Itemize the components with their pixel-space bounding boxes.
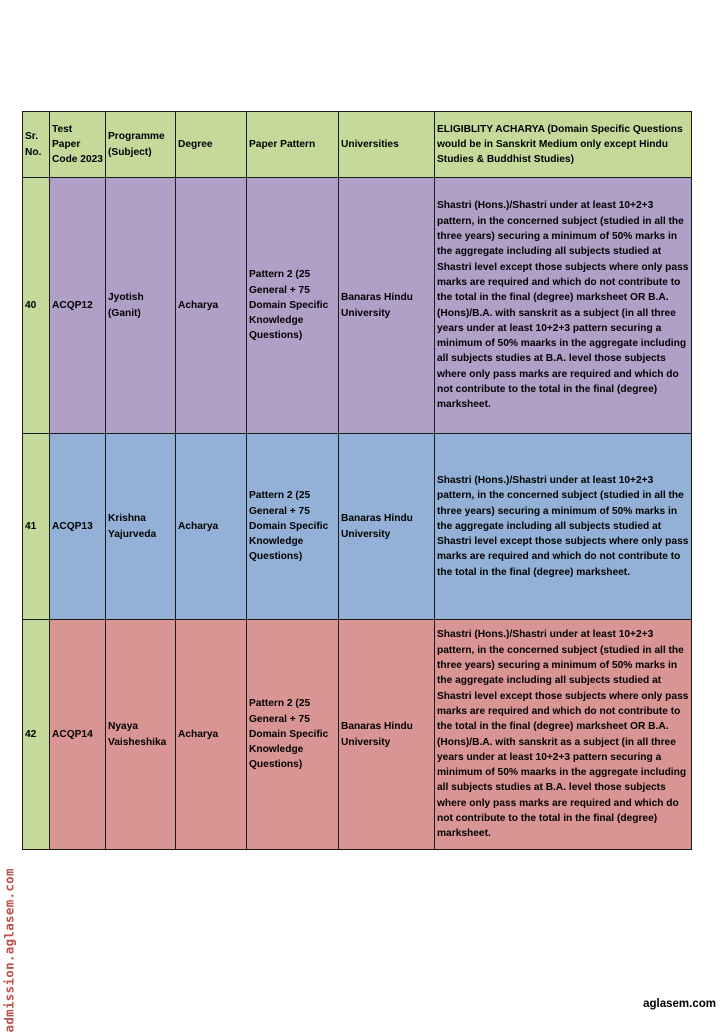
header-degree: Degree <box>176 112 247 178</box>
table-row <box>23 620 692 850</box>
row-degree: Acharya <box>176 434 247 620</box>
header-paper-pattern: Paper Pattern <box>247 112 339 178</box>
row-university: Banaras Hindu University <box>339 620 435 850</box>
header-test-paper-code: Test Paper Code 2023 <box>50 112 106 178</box>
row-programme: Jyotish (Ganit) <box>106 178 176 434</box>
row-university: Banaras Hindu University <box>339 178 435 434</box>
row-degree: Acharya <box>176 620 247 850</box>
row-sr-no: 40 <box>23 178 50 434</box>
row-sr-no: 41 <box>23 434 50 620</box>
row-paper-pattern: Pattern 2 (25 General + 75 Domain Specific Knowledge Questions) <box>247 178 339 434</box>
header-universities: Universities <box>339 112 435 178</box>
table-header-row <box>23 112 692 178</box>
row-paper-pattern: Pattern 2 (25 General + 75 Domain Specific Knowledge Questions) <box>247 434 339 620</box>
row-programme: Krishna Yajurveda <box>106 434 176 620</box>
row-eligibility: Shastri (Hons.)/Shastri under at least 10+2+3 pattern, in the concerned subject (studied in all the three years) securing a minimum of 50% marks in the aggregate including all subjects studied at Shastri level except those subjects where only pass marks are required and which do not contribute to the total in the final (degree) marksheet. <box>435 434 692 620</box>
table-row <box>23 178 692 434</box>
side-watermark: admission.aglasem.com <box>1 868 17 1033</box>
row-eligibility: Shastri (Hons.)/Shastri under at least 10+2+3 pattern, in the concerned subject (studied in all the three years) securing a minimum of 50% marks in the aggregate including all subjects studied at Shastri level except those subjects where only pass marks are required and which do not contribute to the total in the final (degree) marksheet OR B.A. (Hons)/B.A. with sanskrit as a subject (in all three years under at least 10+2+3 pattern securing a minimum of 50% maarks in the aggregate including all subjects studies at B.A. level those subjects where only pass marks are required and which do not contribute to the total in the final (degree) marksheet. <box>435 178 692 434</box>
table-row <box>23 434 692 620</box>
row-degree: Acharya <box>176 178 247 434</box>
header-sr-no: Sr. No. <box>23 112 50 178</box>
row-sr-no: 42 <box>23 620 50 850</box>
row-eligibility: Shastri (Hons.)/Shastri under at least 10+2+3 pattern, in the concerned subject (studied in all the three years) securing a minimum of 50% marks in the aggregate including all subjects studied at Shastri level except those subjects where only pass marks are required and which do not contribute to the total in the final (degree) marksheet OR B.A. (Hons)/B.A. with sanskrit as a subject (in all three years under at least 10+2+3 pattern securing a minimum of 50% maarks in the aggregate including all subjects studies at B.A. level those subjects where only pass marks are required and which do not contribute to the total in the final (degree) marksheet. <box>435 620 692 850</box>
row-code: ACQP12 <box>50 178 106 434</box>
row-paper-pattern: Pattern 2 (25 General + 75 Domain Specific Knowledge Questions) <box>247 620 339 850</box>
row-code: ACQP14 <box>50 620 106 850</box>
row-programme: Nyaya Vaisheshika <box>106 620 176 850</box>
header-programme: Programme (Subject) <box>106 112 176 178</box>
footer-site-name: aglasem.com <box>643 998 716 1010</box>
row-university: Banaras Hindu University <box>339 434 435 620</box>
eligibility-table <box>22 111 692 850</box>
header-eligibility: ELIGIBLITY ACHARYA (Domain Specific Questions would be in Sanskrit Medium only except Hindu Studies & Buddhist Studies) <box>435 112 692 178</box>
row-code: ACQP13 <box>50 434 106 620</box>
